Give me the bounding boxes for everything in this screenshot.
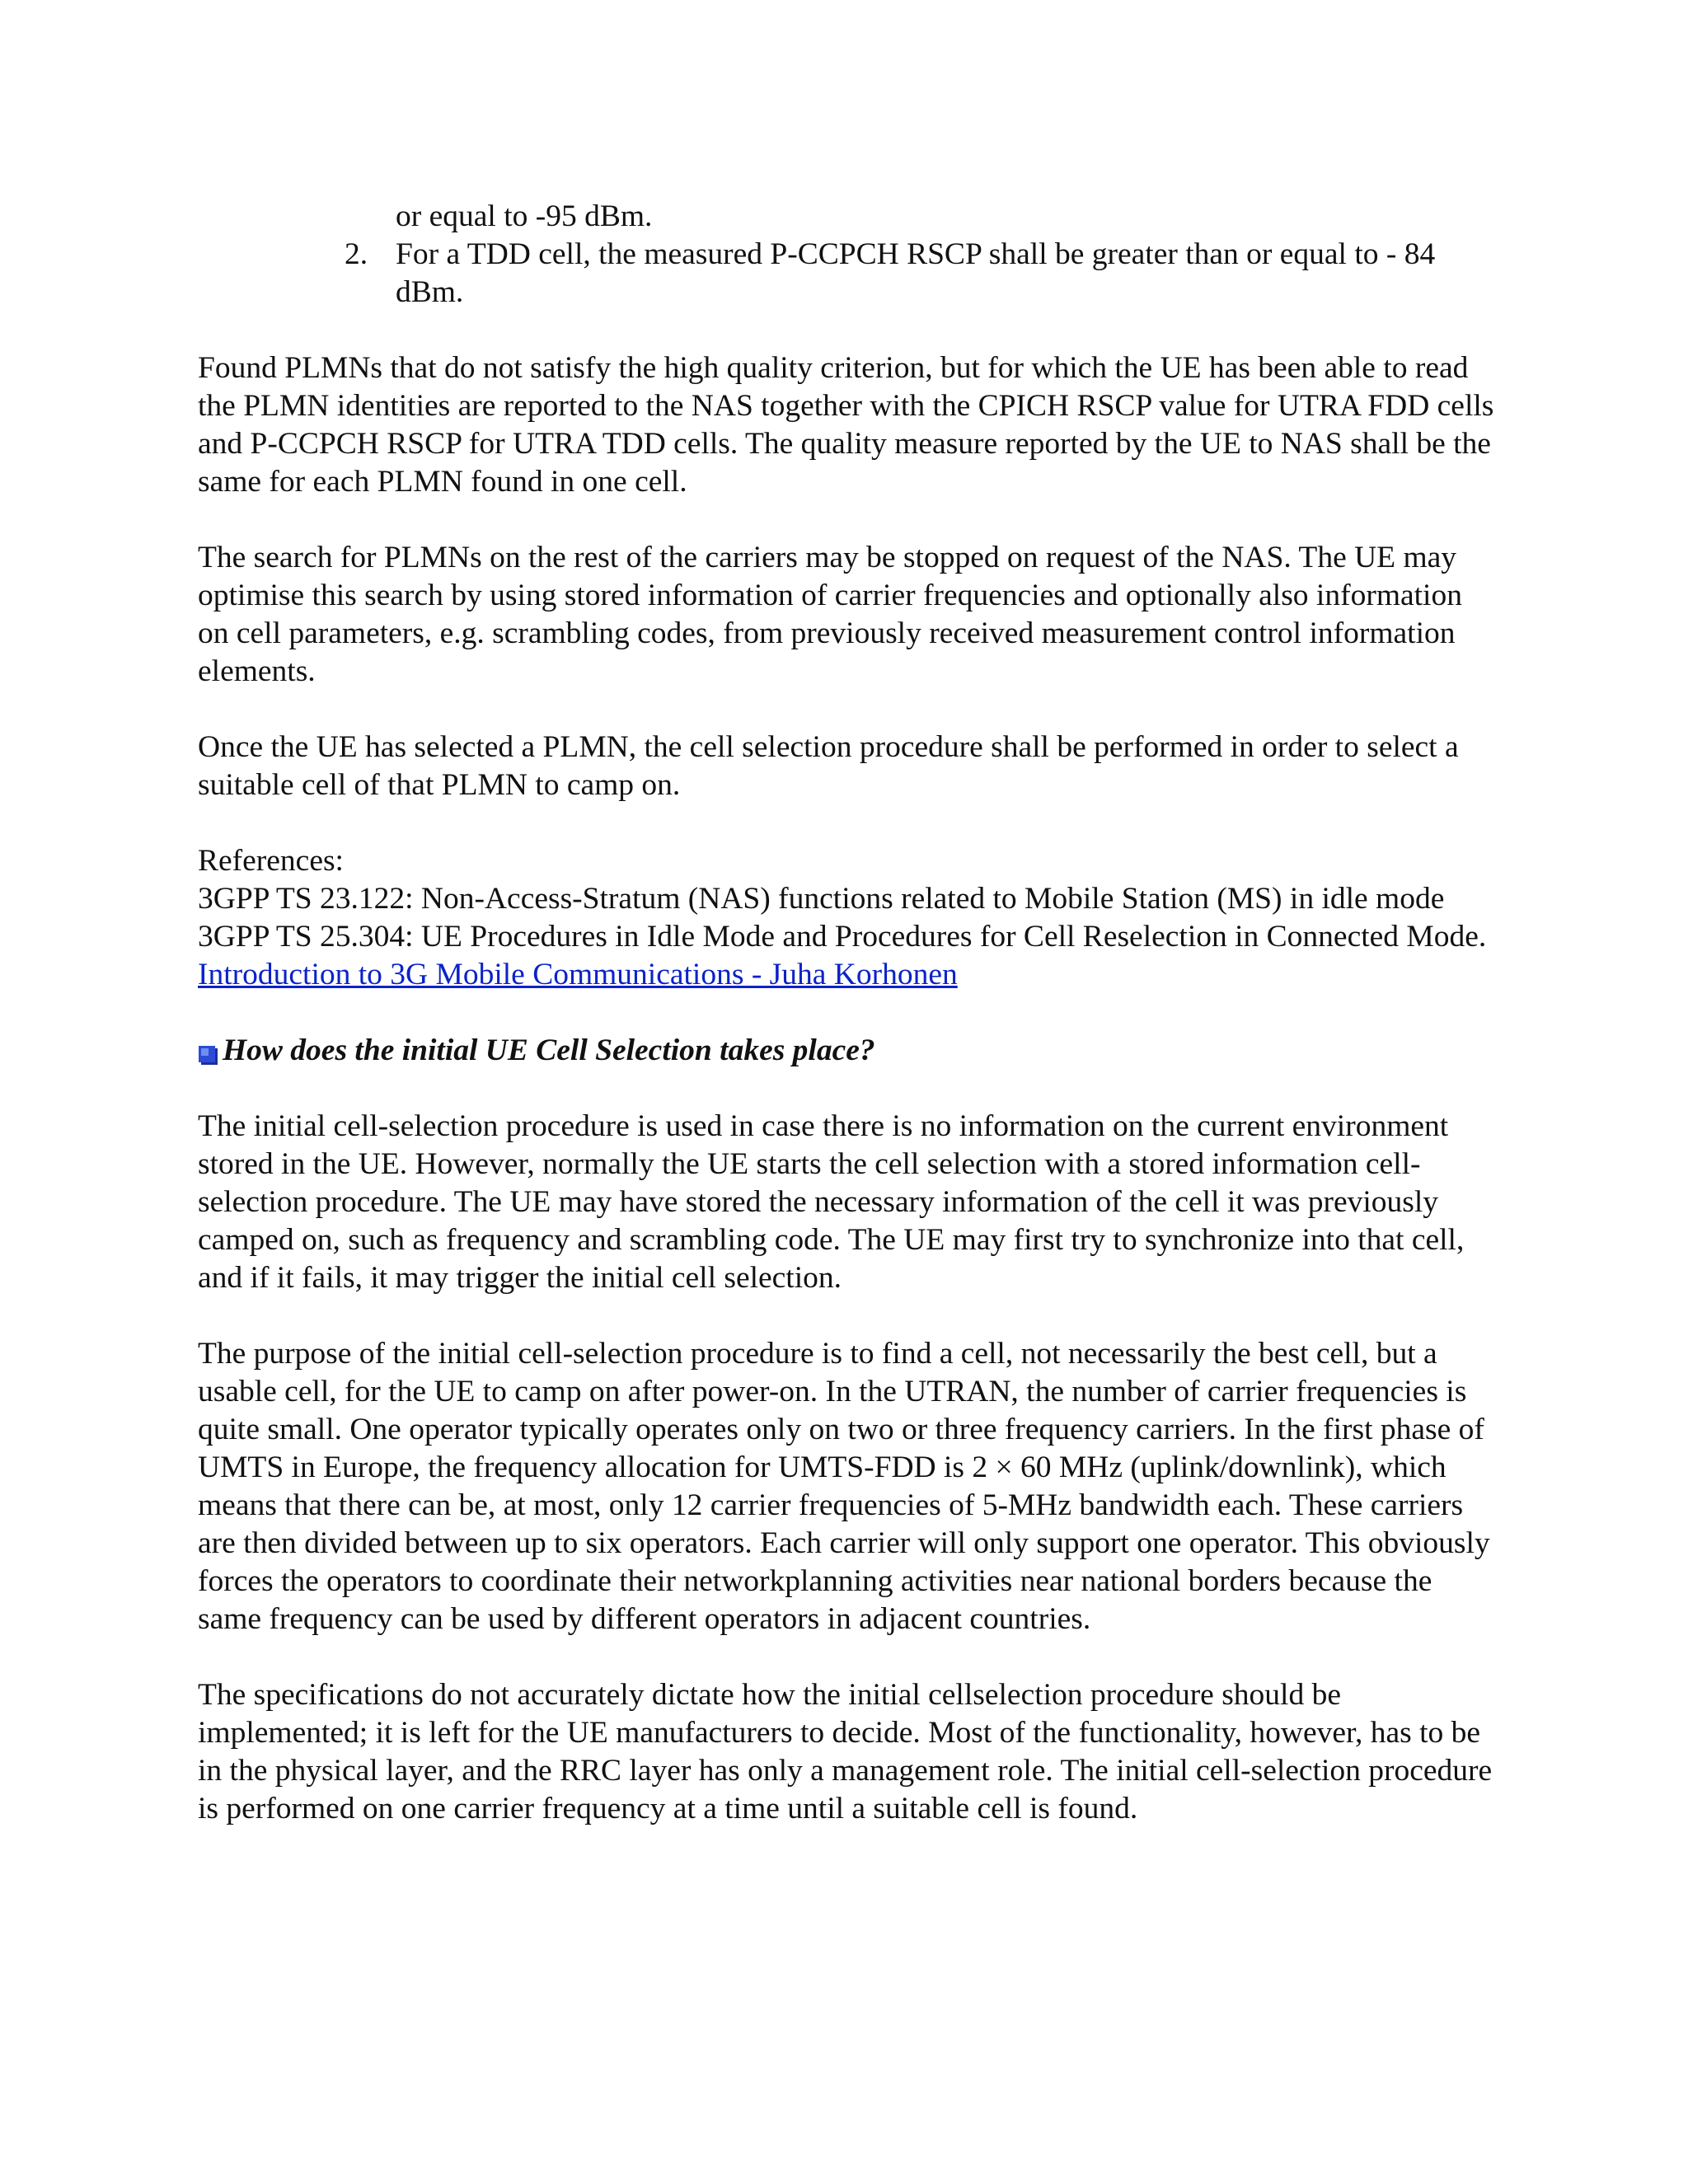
list-item-text: For a TDD cell, the measured P-CCPCH RSCP shall be greater than or equal to - 84 dBm. — [396, 237, 1436, 309]
list-item — [198, 236, 1500, 312]
paragraph-plmn-search: The search for PLMNs on the rest of the carriers may be stopped on request of the NAS. The UE may optimise this search by using stored information of carrier frequencies and optionally also information on cell parameters, e.g. scrambling codes, from previously received measurement control information elements. — [198, 541, 1462, 688]
references-block — [198, 842, 1500, 994]
paragraph-plmn-report: Found PLMNs that do not satisfy the high quality criterion, but for which the UE has been able to read the PLMN identities are reported to the NAS together with the CPICH RSCP value for UTRA FDD cells and P-CCPCH RSCP for UTRA TDD cells. The quality measure reported by the UE to NAS shall be the same for each PLMN found in one cell. — [198, 351, 1494, 499]
paragraph-purpose: The purpose of the initial cell-selection procedure is to find a cell, not necessarily the best cell, but a usable cell, for the UE to camp on after power-on. In the UTRAN, the number of carrier frequencies is quite small. One operator typically operates only on two or three frequency carriers. In the first phase of UMTS in Europe, the frequency allocation for UMTS-FDD is 2 × 60 MHz (uplink/downlink), which means that there can be, at most, only 12 carrier frequencies of 5-MHz bandwidth each. These carriers are then divided between up to six operators. Each carrier will only support one operator. This obviously forces the operators to coordinate their networkplanning activities near national borders because the same frequency can be used by different operators in adjacent countries. — [198, 1337, 1490, 1636]
paragraph-initial-selection: The initial cell-selection procedure is used in case there is no information on the current environment stored in the UE. However, normally the UE starts the cell selection with a stored information cell-selection procedure. The UE may have stored the necessary information of the cell it was previously camped on, such as frequency and scrambling code. The UE may first try to synchronize into that cell, and if it fails, it may trigger the initial cell selection. — [198, 1109, 1465, 1295]
list-item-number: 2. — [345, 237, 368, 271]
numbered-list-continuation — [198, 198, 1500, 312]
section-heading — [198, 1032, 1500, 1070]
reference-link[interactable]: Introduction to 3G Mobile Communications - Juha Korhonen — [198, 958, 958, 991]
bullet-square-icon — [198, 1038, 219, 1060]
reference-item: 3GPP TS 23.122: Non-Access-Stratum (NAS) functions related to Mobile Station (MS) in idle mode — [198, 882, 1445, 916]
references-label: References: — [198, 844, 344, 878]
list-item — [198, 198, 1500, 236]
document-page — [198, 198, 1500, 1866]
paragraph-specifications: The specifications do not accurately dictate how the initial cellselection procedure should be implemented; it is left for the UE manufacturers to decide. Most of the functionality, however, has to be in the physical layer, and the RRC layer has only a management role. The initial cell-selection procedure is performed on one carrier frequency at a time until a suitable cell is found. — [198, 1678, 1493, 1825]
paragraph-cell-selection: Once the UE has selected a PLMN, the cell selection procedure shall be performed in order to select a suitable cell of that PLMN to camp on. — [198, 730, 1459, 802]
section-heading-text: How does the initial UE Cell Selection takes place? — [223, 1033, 875, 1067]
reference-item: 3GPP TS 25.304: UE Procedures in Idle Mode and Procedures for Cell Reselection in Connected Mode. — [198, 920, 1487, 954]
list-item-text: or equal to -95 dBm. — [396, 199, 653, 233]
